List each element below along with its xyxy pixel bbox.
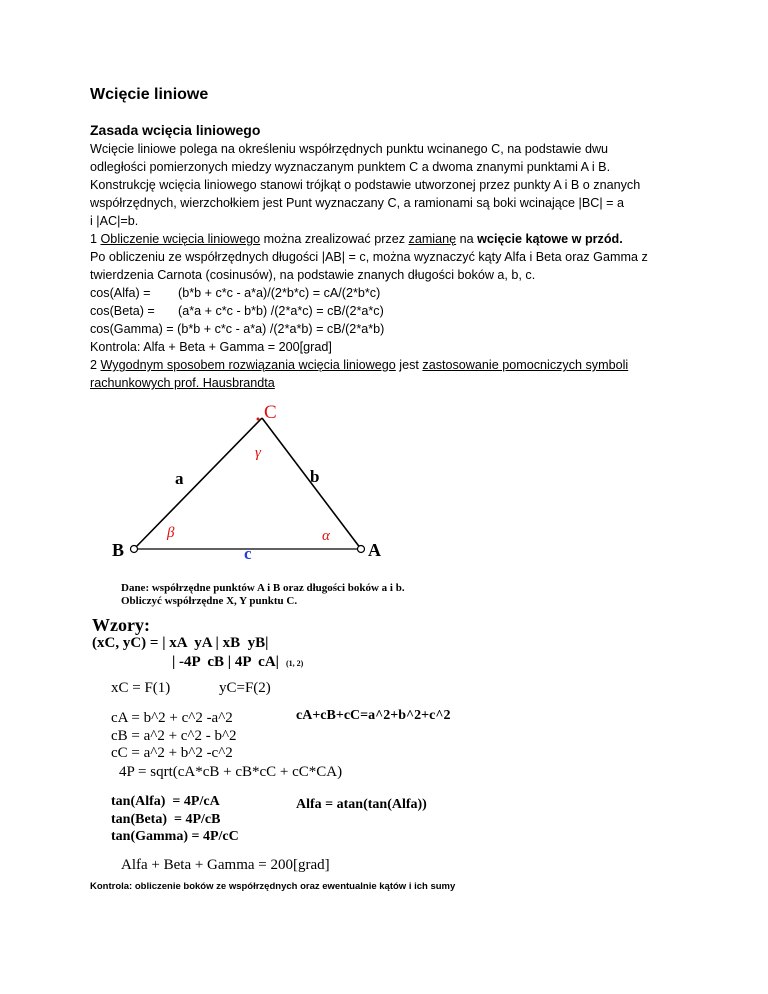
intro-line: odległości pomierzonych miedzy wyznaczanym punktem C a dwoma znanymi punktami A i B. — [90, 160, 611, 174]
section-title: Zasada wcięcia liniowego — [90, 122, 261, 138]
label-side-a: a — [175, 469, 184, 488]
label-alpha: α — [322, 528, 330, 544]
hausbrandt-row-2: | -4P cB | 4P cA| — [172, 654, 279, 670]
xc-formula: xC = F(1) — [111, 680, 171, 696]
point-a-marker — [358, 546, 365, 553]
given-line-1: Dane: współrzędne punktów A i B oraz długości boków a i b. — [121, 582, 405, 594]
sum-c-formula: cA+cB+cC=a^2+b^2+c^2 — [296, 708, 451, 723]
label-beta: β — [167, 525, 175, 541]
point-1: 1 Obliczenie wcięcia liniowego można zrealizować przez zamianę na wcięcie kątowe w przód. — [90, 232, 623, 246]
hausbrandt-row-1: (xC, yC) = | xA yA | xB yB| — [92, 635, 269, 651]
link-symbole-b[interactable]: rachunkowych prof. Hausbrandta — [90, 376, 275, 390]
label-c-point: C — [264, 402, 277, 423]
given-line-2: Obliczyć współrzędne X, Y punktu C. — [121, 595, 298, 607]
cc-formula: cC = a^2 + b^2 -c^2 — [111, 745, 233, 761]
label-b-point: B — [112, 540, 125, 560]
cos-alfa-formula: cos(Alfa) = (b*b + c*c - a*a)/(2*b*c) = cA/(2*b*c) — [90, 286, 381, 300]
label-side-b: b — [310, 467, 320, 486]
link-wygodny-sposob[interactable]: Wygodnym sposobem rozwiązania wcięcia liniowego — [100, 358, 396, 372]
angle-sum-formula: Alfa + Beta + Gamma = 200[grad] — [121, 857, 330, 873]
carnot-line: twierdzenia Carnota (cosinusów), na podstawie znanych długości boków a, b, c. — [90, 268, 536, 282]
point-2: 2 Wygodnym sposobem rozwiązania wcięcia liniowego jest zastosowanie pomocniczych symboli — [90, 358, 629, 372]
tan-alfa-formula: tan(Alfa) = 4P/cA — [111, 794, 220, 809]
intro-line: i |AC|=b. — [90, 214, 139, 228]
intro-line: Wcięcie liniowe polega na określeniu współrzędnych punktu wcinanego C, na podstawie dwu — [90, 142, 609, 156]
link-zamiana[interactable]: zamianę — [408, 232, 457, 246]
tan-gamma-formula: tan(Gamma) = 4P/cC — [111, 829, 239, 844]
ca-formula: cA = b^2 + c^2 -a^2 — [111, 710, 233, 726]
label-gamma: γ — [255, 445, 261, 461]
label-side-c: c — [244, 544, 252, 563]
carnot-line: Po obliczeniu ze współrzędnych długości |AB| = c, można wyznaczyć kąty Alfa i Beta oraz Gamma z — [90, 250, 648, 264]
label-a-point: A — [368, 540, 381, 560]
point-c-marker — [257, 418, 260, 421]
cb-formula: cB = a^2 + c^2 - b^2 — [111, 728, 237, 744]
footer-note: Kontrola: obliczenie boków ze współrzędnych oraz ewentualnie kątów i ich sumy — [90, 881, 456, 892]
bold-wciecie-katowe: wcięcie kątowe w przód. — [477, 232, 623, 246]
page-title: Wcięcie liniowe — [90, 86, 209, 103]
control-line: Kontrola: Alfa + Beta + Gamma = 200[grad] — [90, 340, 332, 354]
wzory-title: Wzory: — [92, 615, 150, 635]
intro-line: Konstrukcję wcięcia liniowego stanowi trójkąt o podstawie utworzonej przez punkty A i B o znanych — [90, 178, 641, 192]
link-obliczenie[interactable]: Obliczenie wcięcia liniowego — [100, 232, 261, 246]
yc-formula: yC=F(2) — [219, 680, 271, 696]
cos-gamma-formula: cos(Gamma) = (b*b + c*c - a*a) /(2*a*b) = cB/(2*a*b) — [90, 322, 385, 336]
four-p-formula: 4P = sqrt(cA*cB + cB*cC + cC*CA) — [119, 764, 343, 780]
tan-beta-formula: tan(Beta) = 4P/cB — [111, 812, 221, 827]
link-symbole-a[interactable]: zastosowanie pomocniczych symboli — [422, 358, 629, 372]
atan-formula: Alfa = atan(tan(Alfa)) — [296, 797, 427, 812]
cos-beta-formula: cos(Beta) = (a*a + c*c - b*b) /(2*a*c) = cB/(2*a*c) — [90, 304, 384, 318]
hausbrandt-subscript: (1, 2) — [286, 659, 304, 668]
side-a-line — [134, 418, 262, 549]
point-b-marker — [131, 546, 138, 553]
intro-line: współrzędnych, wierzchołkiem jest Punt wyznaczany C, a ramionami są boki wcinające |BC| = a — [90, 196, 624, 210]
